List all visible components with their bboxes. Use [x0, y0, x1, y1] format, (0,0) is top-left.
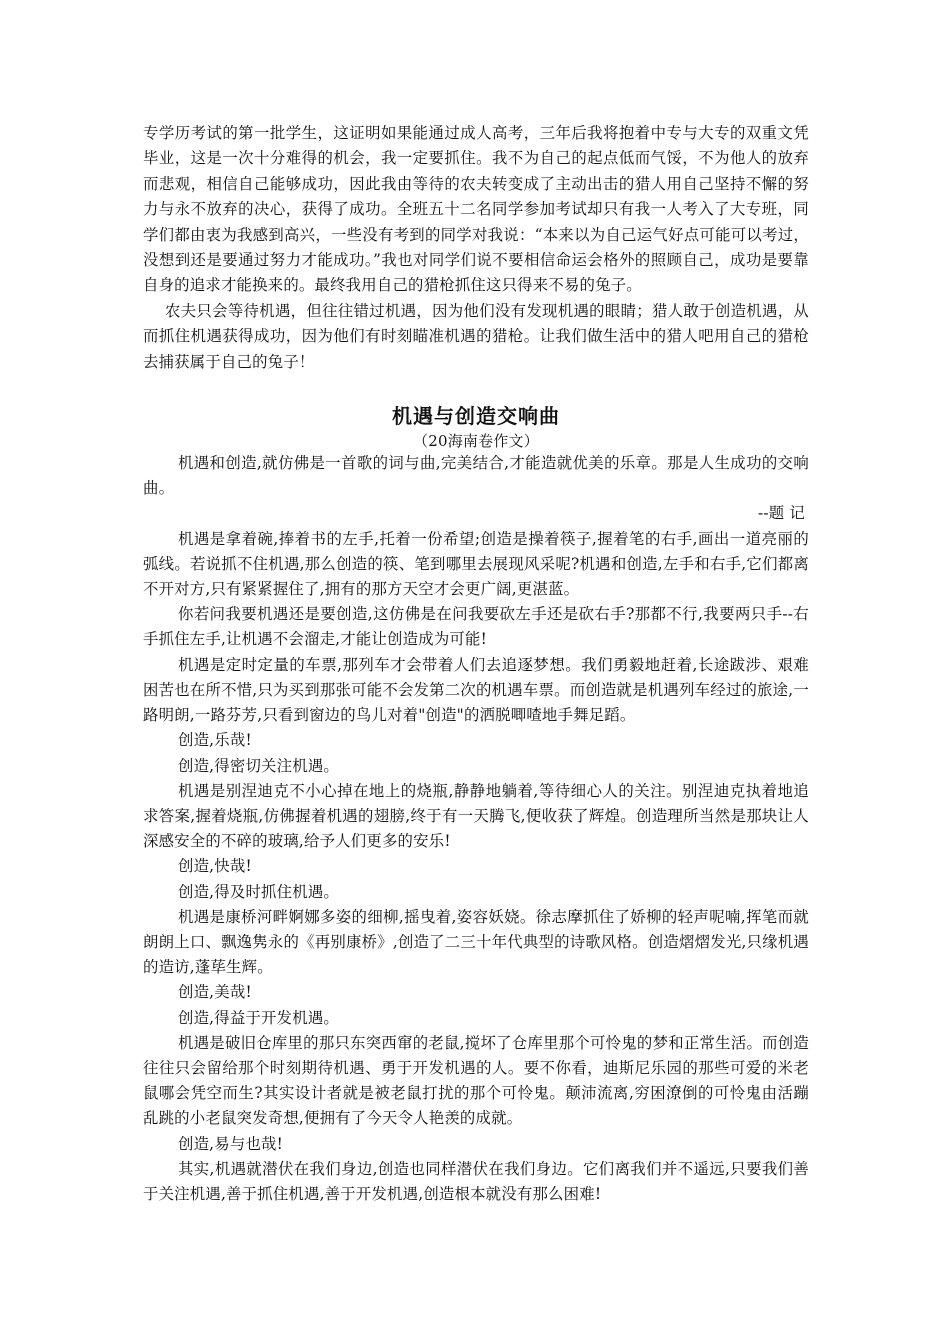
essay-paragraph: 机遇是定时定量的车票,那列车才会带着人们去追逐梦想。我们勇毅地赶着,长途跋涉、艰难困苦也在所不惜,只为买到那张可能不会发第二次的机遇车票。而创造就是机遇列车经过的旅途,一路明朗,一路芬芳,只看到窗边的鸟儿对着"创造"的洒脱唧喳地手舞足蹈。 [143, 655, 809, 725]
essay-paragraph: 创造,得密切关注机遇。 [178, 756, 339, 775]
essay-paragraph: 创造,快哉! [178, 857, 252, 876]
essay-paragraph: 创造,易与也哉! [178, 1134, 284, 1153]
essay-paragraph: 其实,机遇就潜伏在我们身边,创造也同样潜伏在我们身边。它们离我们并不遥远,只要我们善于关注机遇,善于抓住机遇,善于开发机遇,创造根本就没有那么困难! [143, 1159, 809, 1203]
essay-paragraph: 机遇是拿着碗,捧着书的左手,托着一份希望;创造是操着筷子,握着笔的右手,画出一道亮丽的弧线。若说抓不住机遇,那么创造的筷、笔到哪里去展现风采呢?机遇和创造,左手和右手,它们都离 不开对方,只有紧紧握住了,拥有的那方天空才会更广阔,更湛蓝。 [143, 529, 809, 599]
essay-subtitle: （20海南卷作文） [413, 432, 539, 451]
essay-paragraph: 你若问我要机遇还是要创造,这仿佛是在问我要砍左手还是砍右手?那都不行,我要两只手--右手抓住左手,让机遇不会溜走,才能让创造成为可能! [143, 605, 809, 649]
essay-title: 机遇与创造交响曲 [392, 404, 560, 429]
essay-paragraph: 创造,美哉! [178, 983, 252, 1002]
document-page [143, 121, 809, 1207]
essay-paragraph: 创造,得及时抓住机遇。 [178, 882, 339, 901]
essay-paragraph: 机遇是破旧仓库里的那只东突西窜的老鼠,搅坏了仓库里那个可怜鬼的梦和正常生活。而创造往往只会留给那个时刻期待机遇、勇于开发机遇的人。要不你看，迪斯尼乐园的那些可爱的米老鼠哪会凭空而生?其实设计者就是被老鼠打扰的那个可怜鬼。颠沛流离,穷困潦倒的可怜鬼由活蹦乱跳的小老鼠突发奇想,便拥有了今天令人艳羡的成就。 [143, 1033, 809, 1128]
epigraph: 机遇和创造,就仿佛是一首歌的词与曲,完美结合,才能造就优美的乐章。那是人生成功的交响曲。 [143, 454, 809, 498]
essay-paragraph: 创造,得益于开发机遇。 [178, 1008, 339, 1027]
epigraph-signature: --题 记 [757, 504, 805, 523]
essay-paragraph: 机遇是别涅迪克不小心掉在地上的烧瓶,静静地躺着,等待细心人的关注。别涅迪克执着地追求答案,握着烧瓶,仿佛握着机遇的翅膀,终于有一天腾飞,便收获了辉煌。创造理所当然是那块让人深感安全的不碎的玻璃,给予人们更多的安乐! [143, 781, 809, 851]
body-paragraph: 专学历考试的第一批学生，这证明如果能通过成人高考，三年后我将抱着中专与大专的双重文凭毕业，这是一次十分难得的机会，我一定要抓住。我不为自己的起点低而气馁，不为他人的放弃而悲观，相信自己能够成功，因此我由等待的农夫转变成了主动出击的猎人用自己坚持不懈的努力与永不放弃的决心，获得了成功。全班五十二名同学参加考试却只有我一人考入了大专班，同学们都由衷为我感到高兴，一些没有考到的同学对我说：“本来以为自己运气好点可能可以考过，没想到还是要通过努力才能成功。”我也对同学们说不要相信命运会格外的照顾自己，成功是要靠自身的追求才能换来的。最终我用自己的猎枪抓住这只得来不易的兔子。 [143, 124, 809, 295]
essay-paragraph: 创造,乐哉! [178, 731, 252, 750]
body-paragraph: 农夫只会等待机遇，但往往错过机遇，因为他们没有发现机遇的眼睛；猎人敢于创造机遇，从而抓住机遇获得成功，因为他们有时刻瞄准机遇的猎枪。让我们做生活中的猎人吧用自己的猎枪去捕获属于自己的兔子！ [143, 301, 809, 371]
essay-paragraph: 机遇是康桥河畔婀娜多姿的细柳,摇曳着,姿容妖娆。徐志摩抓住了娇柳的轻声呢喃,挥笔而就朗朗上口、飘逸隽永的《再别康桥》,创造了二三十年代典型的诗歌风格。创造熠熠发光,只缘机遇的造访,蓬荜生辉。 [143, 907, 809, 977]
